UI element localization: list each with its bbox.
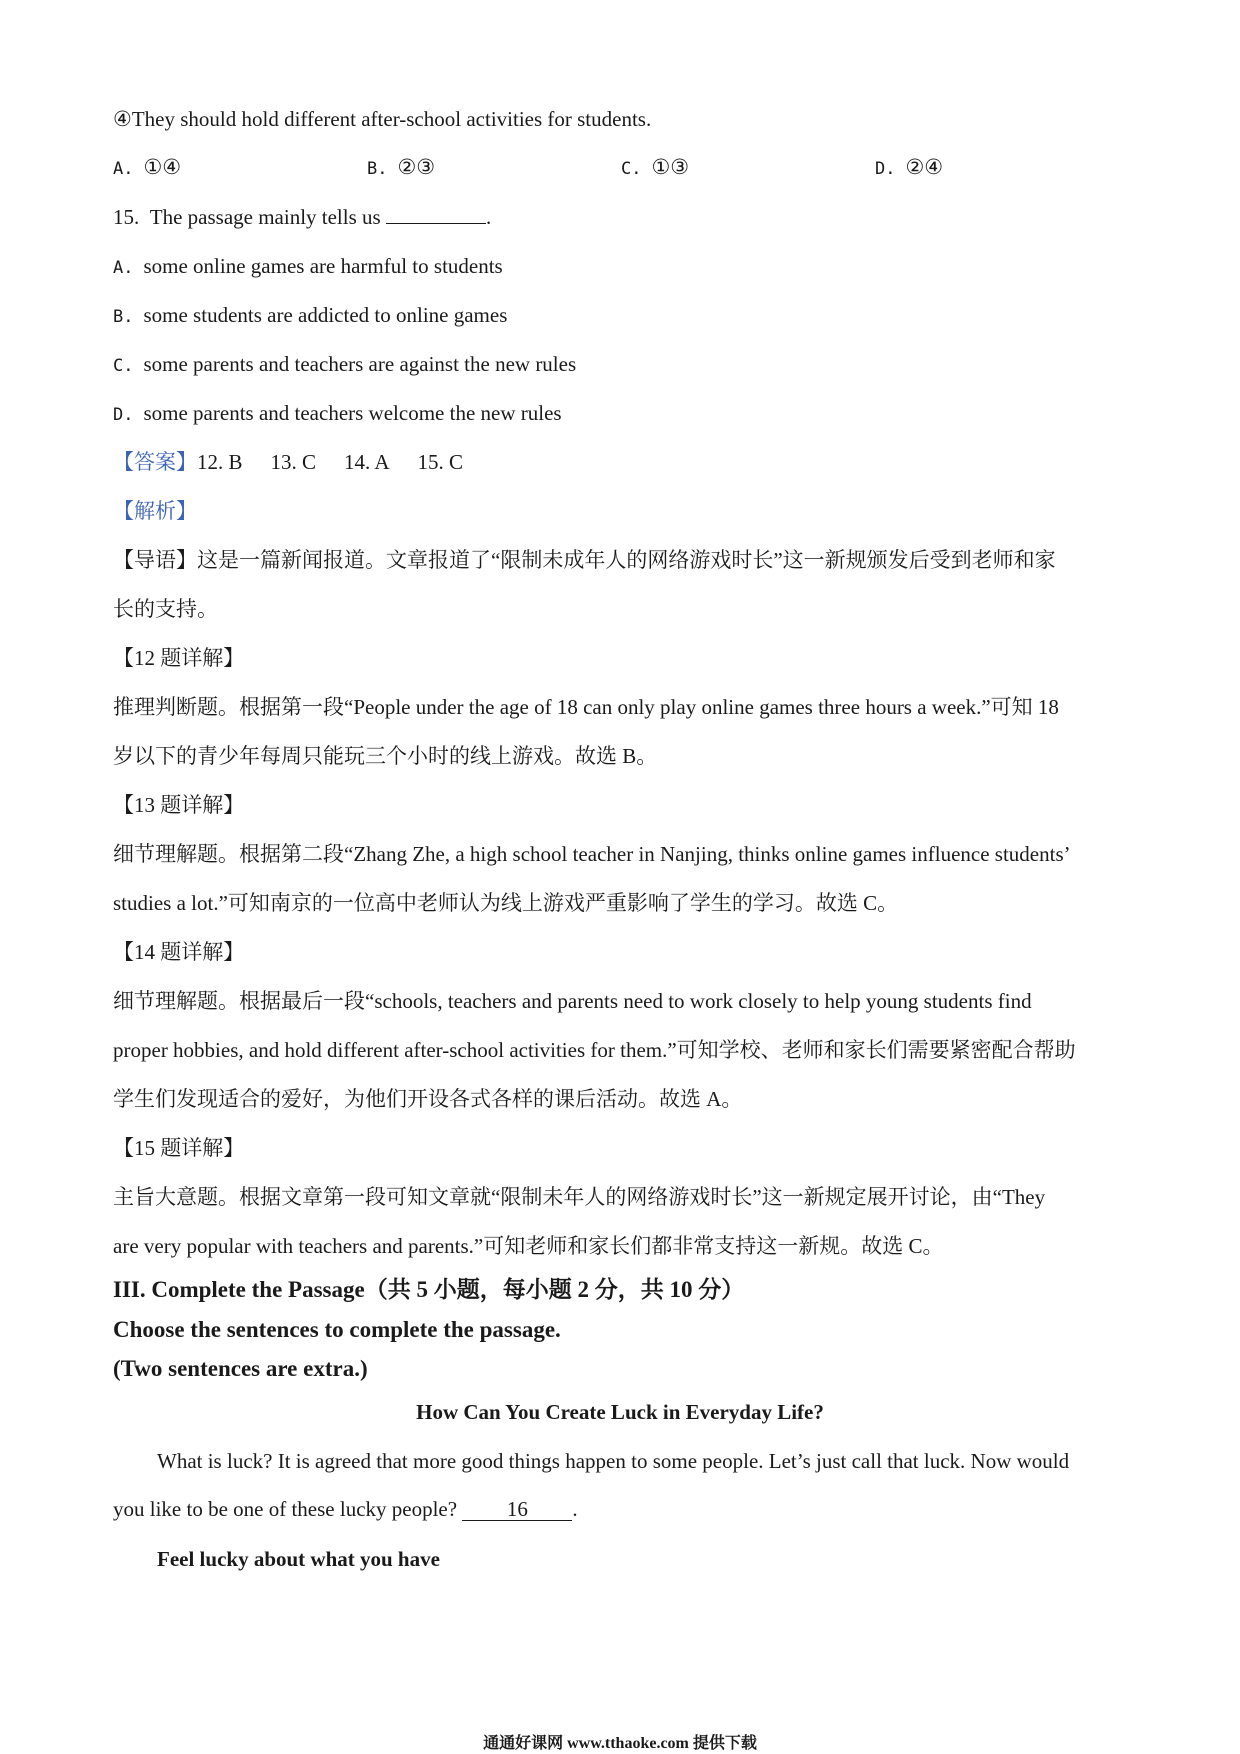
analysis-tag: 【解析】 [113, 499, 197, 523]
section-instruction-1: Choose the sentences to complete the passage. [113, 1317, 561, 1342]
q15-detail-title: 【15 题详解】 [113, 1136, 245, 1160]
q13-detail-title: 【13 题详解】 [113, 793, 245, 817]
guide-line-1: 【导语】这是一篇新闻报道。文章报道了“限制未成年人的网络游戏时长”这一新规颁发后受到老师和家 [113, 548, 1056, 572]
q12-detail-line-2: 岁以下的青少年每周只能玩三个小时的线上游戏。故选 B。 [113, 744, 658, 768]
q13-detail-line-2: studies a lot.”可知南京的一位高中老师认为线上游戏严重影响了学生的学习。故选 C。 [113, 891, 899, 915]
guide-line-2: 长的支持。 [113, 597, 218, 621]
q15-option-d: D. some parents and teachers welcome the new rules [113, 401, 562, 425]
q14-detail-title: 【14 题详解】 [113, 940, 245, 964]
passage-title: How Can You Create Luck in Everyday Life? [416, 1400, 824, 1424]
q14-detail-line-3: 学生们发现适合的爱好，为他们开设各式各样的课后活动。故选 A。 [113, 1087, 743, 1111]
q14-detail-line-1: 细节理解题。根据最后一段“schools, teachers and parents need to work closely to help young students find [113, 989, 1032, 1013]
blank-16: 16 [462, 1498, 572, 1521]
page-footer: 通通好课网 www.tthaoke.com 提供下载 [483, 1735, 757, 1752]
q14-statement-4: ④They should hold different after-school activities for students. [113, 107, 652, 131]
section-heading: III. Complete the Passage（共 5 小题，每小题 2 分，共 10 分） [113, 1277, 745, 1302]
section-instruction-2: (Two sentences are extra.) [113, 1356, 368, 1381]
q15-detail-line-2: are very popular with teachers and parents.”可知老师和家长们都非常支持这一新规。故选 C。 [113, 1234, 944, 1258]
passage-subheading: Feel lucky about what you have [157, 1547, 440, 1571]
q15-stem: 15. The passage mainly tells us . [113, 205, 492, 229]
passage-para1-line-2: you like to be one of these lucky people? 16 . [113, 1497, 578, 1521]
q15-detail-line-1: 主旨大意题。根据文章第一段可知文章就“限制未年人的网络游戏时长”这一新规定展开讨论，由“They [113, 1185, 1046, 1209]
q15-option-a: A. some online games are harmful to students [113, 254, 503, 278]
answer-line: 【答案】12. B 13. C 14. A 15. C [113, 450, 464, 474]
q14-choice-c: C. ①③ [621, 155, 690, 179]
q14-choice-b: B. ②③ [367, 155, 436, 179]
q15-option-c: C. some parents and teachers are against the new rules [113, 352, 577, 376]
q15-blank [386, 205, 486, 224]
q15-option-b: B. some students are addicted to online games [113, 303, 508, 327]
passage-para1-line-1: What is luck? It is agreed that more good things happen to some people. Let’s just call that luck. Now would [157, 1449, 1070, 1473]
q13-detail-line-1: 细节理解题。根据第二段“Zhang Zhe, a high school teacher in Nanjing, thinks online games influence students’ [113, 842, 1071, 866]
q14-detail-line-2: proper hobbies, and hold different after-school activities for them.”可知学校、老师和家长们需要紧密配合帮助 [113, 1038, 1076, 1062]
answer-tag: 【答案】 [113, 450, 197, 474]
q12-detail-title: 【12 题详解】 [113, 646, 245, 670]
q14-choice-d: D. ②④ [875, 155, 944, 179]
q14-choice-a: A. ①④ [113, 155, 182, 179]
q12-detail-line-1: 推理判断题。根据第一段“People under the age of 18 can only play online games three hours a week.”可知 18 [113, 695, 1059, 719]
